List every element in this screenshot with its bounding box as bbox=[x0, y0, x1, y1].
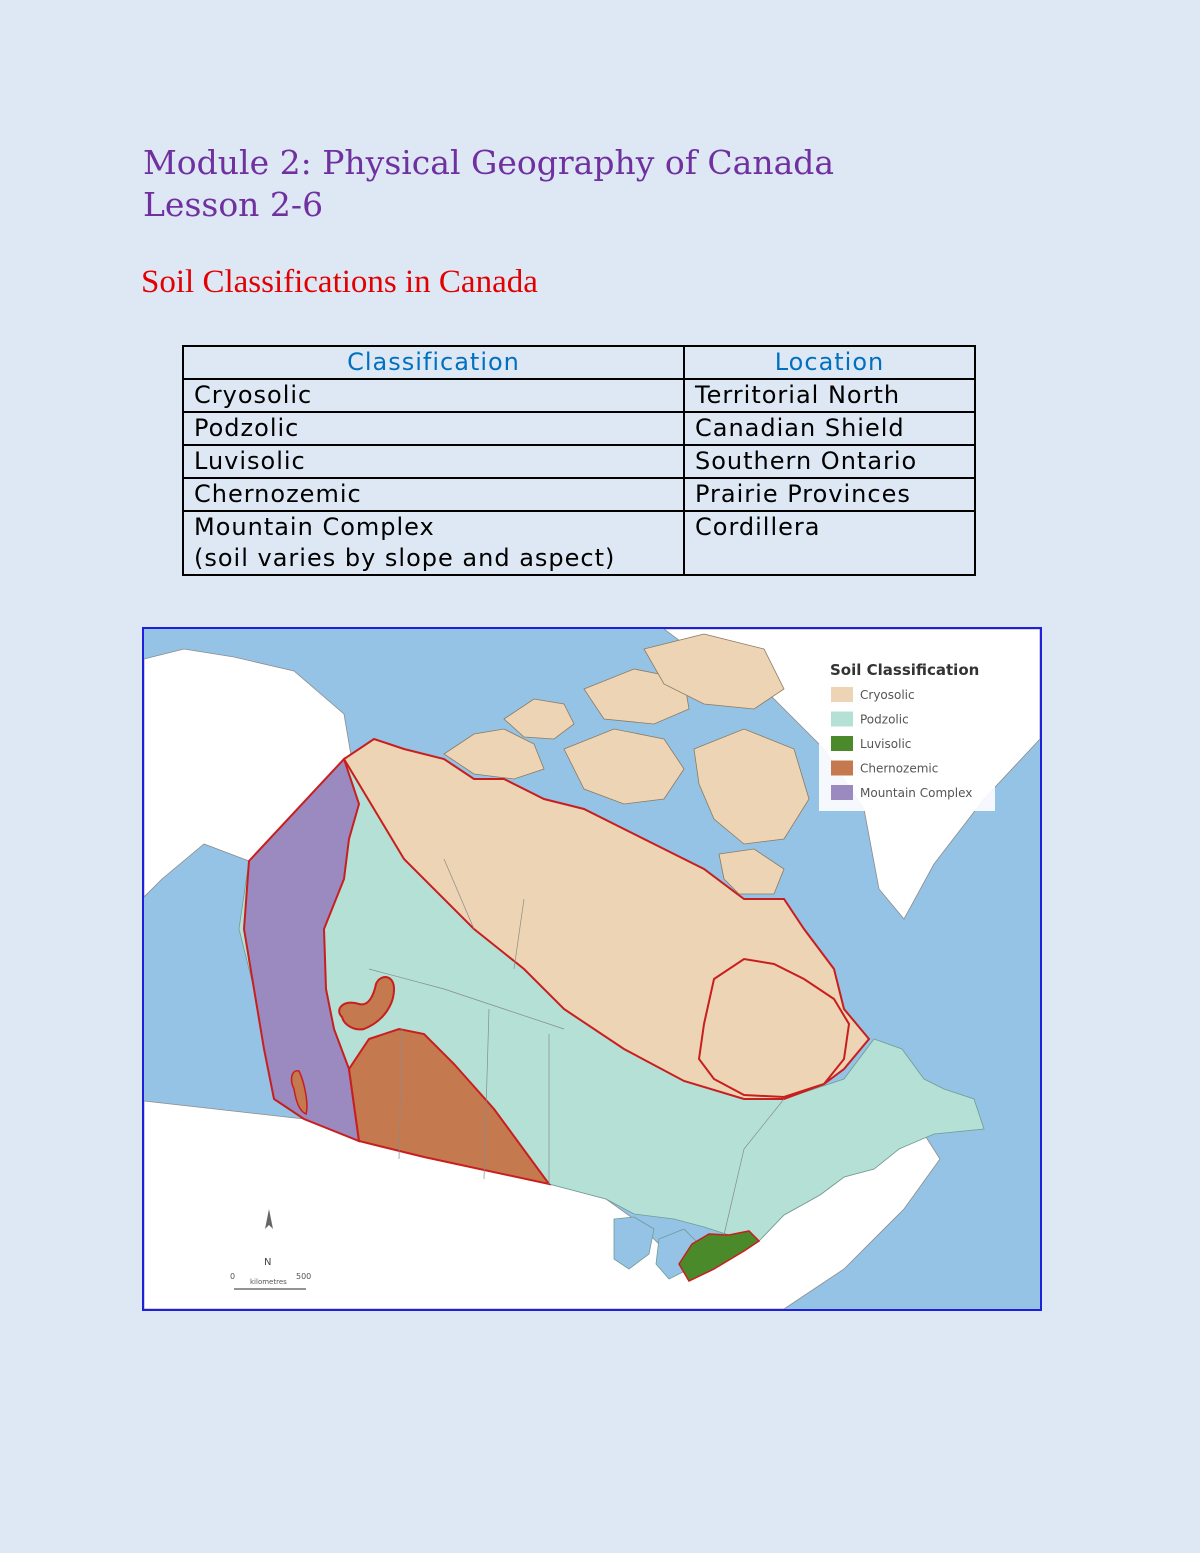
classification-note: (soil varies by slope and aspect) bbox=[194, 544, 616, 572]
table-row bbox=[183, 445, 975, 478]
classification-cell: Luvisolic bbox=[183, 445, 684, 478]
soil-map-canvas bbox=[144, 629, 1040, 1309]
scale-end: 500 bbox=[296, 1272, 312, 1281]
map-legend bbox=[819, 651, 995, 811]
table-row bbox=[183, 478, 975, 511]
legend-label: Podzolic bbox=[860, 712, 909, 727]
soil-classification-table bbox=[182, 345, 976, 576]
legend-title: Soil Classification bbox=[830, 661, 980, 679]
legend-swatch bbox=[831, 736, 853, 751]
classification-cell bbox=[183, 511, 684, 575]
legend-swatch bbox=[831, 785, 853, 800]
table-header-row bbox=[183, 346, 975, 379]
scale-start: 0 bbox=[230, 1272, 236, 1281]
classification-cell: Cryosolic bbox=[183, 379, 684, 412]
lesson-title: Lesson 2-6 bbox=[143, 185, 324, 224]
legend-swatch bbox=[831, 712, 853, 727]
section-heading: Soil Classifications in Canada bbox=[141, 264, 538, 300]
compass-label: N bbox=[264, 1257, 272, 1268]
location-cell: Canadian Shield bbox=[684, 412, 975, 445]
column-header-location: Location bbox=[684, 346, 975, 379]
legend-label: Chernozemic bbox=[860, 761, 939, 776]
classification-cell: Chernozemic bbox=[183, 478, 684, 511]
legend-label: Mountain Complex bbox=[860, 786, 973, 800]
scale-unit: kilometres bbox=[250, 1278, 287, 1286]
legend-label: Cryosolic bbox=[860, 688, 915, 702]
legend-label: Luvisolic bbox=[860, 737, 912, 751]
soil-map bbox=[142, 627, 1042, 1311]
location-cell: Southern Ontario bbox=[684, 445, 975, 478]
classification-cell: Podzolic bbox=[183, 412, 684, 445]
column-header-classification: Classification bbox=[183, 346, 684, 379]
table-row bbox=[183, 379, 975, 412]
legend-swatch bbox=[831, 687, 853, 702]
module-title: Module 2: Physical Geography of Canada bbox=[143, 143, 835, 182]
location-cell: Prairie Provinces bbox=[684, 478, 975, 511]
legend-swatch bbox=[831, 761, 853, 776]
table-row bbox=[183, 412, 975, 445]
table-row bbox=[183, 511, 975, 575]
location-cell: Cordillera bbox=[684, 511, 975, 575]
classification-name: Mountain Complex bbox=[194, 513, 435, 541]
location-cell: Territorial North bbox=[684, 379, 975, 412]
